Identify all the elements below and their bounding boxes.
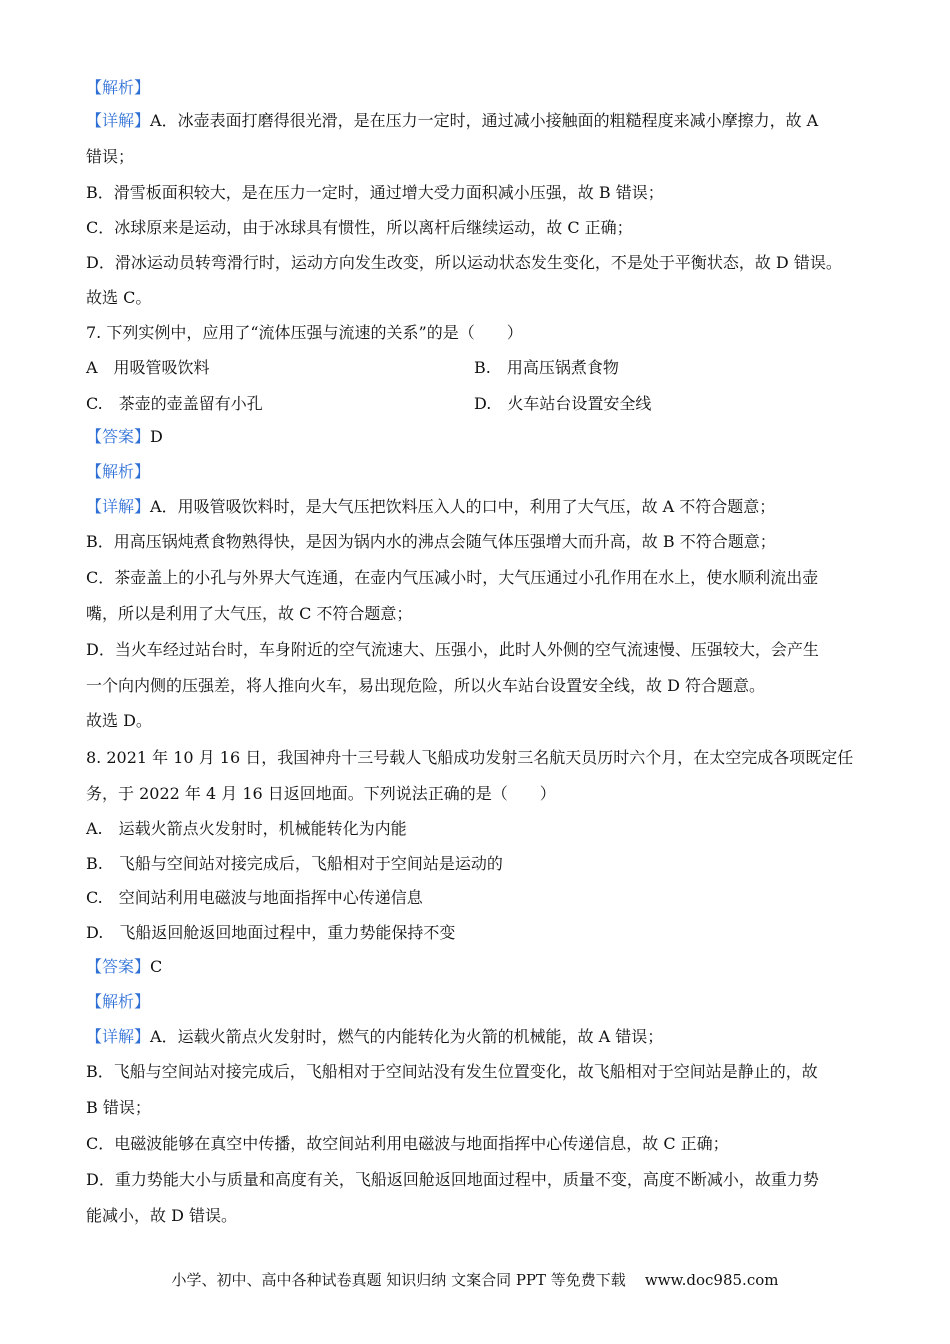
detail-line xyxy=(86,110,818,132)
q7-analysis-d-cont: 一个向内侧的压强差，将人推向火车，易出现危险，所以火车站台设置安全线，故 D 符合题意。 xyxy=(86,676,766,695)
q6-analysis-b: B．滑雪板面积较大，是在压力一定时，通过增大受力面积减小压强，故 B 错误； xyxy=(86,183,664,202)
footer-url[interactable]: www.doc985.com xyxy=(644,1271,779,1289)
q8-answer: C xyxy=(150,957,163,976)
q8-answer-line xyxy=(86,956,162,978)
q8-option-d: D. 飞船返回舱返回地面过程中，重力势能保持不变 xyxy=(86,923,456,942)
q7-options-row2 xyxy=(86,393,866,415)
analysis-tag: 【解析】 xyxy=(86,992,151,1011)
q6-analysis-a-cont: 错误； xyxy=(86,147,135,166)
q8-option-a: A. 运载火箭点火发射时，机械能转化为内能 xyxy=(86,819,407,838)
q7-option-c: C. 茶壶的壶盖留有小孔 xyxy=(86,394,263,413)
q7-answer-line xyxy=(86,426,163,448)
q7-answer: D xyxy=(150,427,163,446)
q6-conclusion: 故选 C。 xyxy=(86,288,152,307)
q8-analysis-c: C．电磁波能够在真空中传播，故空间站利用电磁波与地面指挥中心传递信息，故 C 正确； xyxy=(86,1134,729,1153)
q8-option-b: B. 飞船与空间站对接完成后，飞船相对于空间站是运动的 xyxy=(86,854,503,873)
q7-analysis-a: A．用吸管吸饮料时，是大气压把饮料压入人的口中，利用了大气压，故 A 不符合题意； xyxy=(150,497,776,516)
q7-analysis-b: B．用高压锅炖煮食物熟得快，是因为锅内水的沸点会随气体压强增大而升高，故 B 不符合题意； xyxy=(86,532,776,551)
q8-analysis-d: D．重力势能大小与质量和高度有关，飞船返回舱返回地面过程中，质量不变，高度不断减小，故重力势 xyxy=(86,1170,819,1189)
detail-tag: 【详解】 xyxy=(86,1027,151,1046)
q7-analysis-c: C．茶壶盖上的小孔与外界大气连通，在壶内气压减小时，大气压通过小孔作用在水上，使水顺利流出壶 xyxy=(86,568,819,587)
q8-analysis-d-cont: 能减小，故 D 错误。 xyxy=(86,1206,238,1225)
q7-option-a: A 用吸管吸饮料 xyxy=(86,358,210,377)
q7-analysis-c-cont: 嘴，所以是利用了大气压，故 C 不符合题意； xyxy=(86,604,413,623)
q6-analysis-a: A．冰壶表面打磨得很光滑，是在压力一定时，通过减小接触面的粗糙程度来减小摩擦力，故 A xyxy=(150,111,819,130)
q8-analysis-b: B．飞船与空间站对接完成后，飞船相对于空间站没有发生位置变化，故飞船相对于空间站是静止的，故 xyxy=(86,1062,818,1081)
q7-option-d: D. 火车站台设置安全线 xyxy=(474,394,652,413)
q8-option-c: C. 空间站利用电磁波与地面指挥中心传递信息 xyxy=(86,888,423,907)
q8-analysis-a: A．运载火箭点火发射时，燃气的内能转化为火箭的机械能，故 A 错误； xyxy=(150,1027,664,1046)
page-footer xyxy=(0,1269,950,1291)
q8-analysis-b-cont: B 错误； xyxy=(86,1098,151,1117)
detail-line xyxy=(86,1026,663,1048)
q6-analysis-c: C．冰球原来是运动，由于冰球具有惯性，所以离杆后继续运动，故 C 正确； xyxy=(86,218,633,237)
answer-tag: 【答案】 xyxy=(86,957,151,976)
q7-analysis-d: D．当火车经过站台时，车身附近的空气流速大、压强小，此时人外侧的空气流速慢、压强较大，会产生 xyxy=(86,640,819,659)
detail-line xyxy=(86,496,775,518)
detail-tag: 【详解】 xyxy=(86,111,151,130)
footer-text: 小学、初中、高中各种试卷真题 知识归纳 文案合同 PPT 等免费下载 xyxy=(171,1271,626,1289)
q7-option-b: B. 用高压锅煮食物 xyxy=(474,358,619,377)
q8-stem: 8. 2021 年 10 月 16 日，我国神舟十三号载人飞船成功发射三名航天员历时六个月，在太空完成各项既定任 xyxy=(86,748,854,767)
q7-options-row1 xyxy=(86,357,866,379)
analysis-tag: 【解析】 xyxy=(86,462,151,481)
analysis-tag: 【解析】 xyxy=(86,78,151,97)
q8-stem-cont: 务，于 2022 年 4 月 16 日返回地面。下列说法正确的是（ ） xyxy=(86,784,556,803)
q7-conclusion: 故选 D。 xyxy=(86,711,152,730)
answer-tag: 【答案】 xyxy=(86,427,151,446)
detail-tag: 【详解】 xyxy=(86,497,151,516)
q6-analysis-d: D．滑冰运动员转弯滑行时，运动方向发生改变，所以运动状态发生变化，不是处于平衡状态，故 D 错误。 xyxy=(86,253,842,272)
q7-stem: 7. 下列实例中，应用了“流体压强与流速的关系”的是（ ） xyxy=(86,323,523,342)
